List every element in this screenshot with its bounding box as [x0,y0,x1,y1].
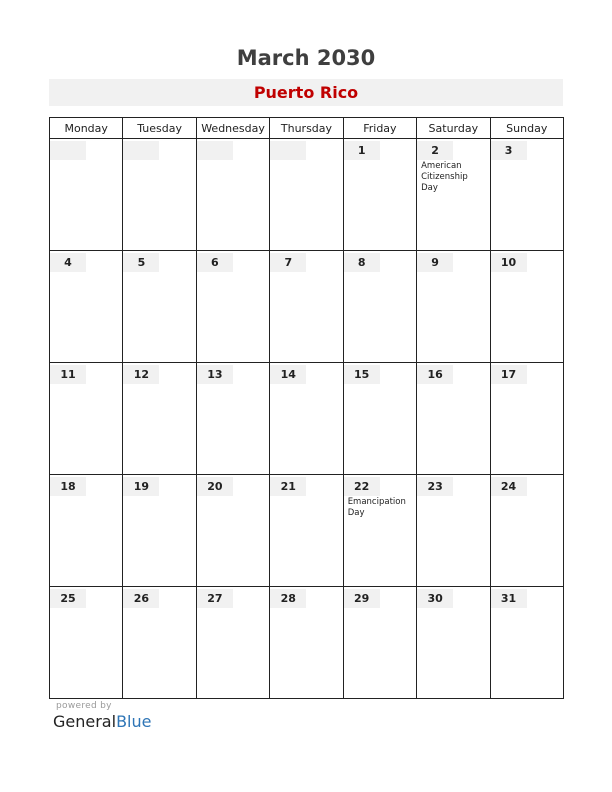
day-number: 25 [60,592,76,605]
day-number: 28 [280,592,296,605]
day-cell[interactable] [490,475,563,587]
day-number-box [123,141,159,160]
day-cell[interactable] [270,139,343,251]
day-number-box [197,477,233,496]
day-cell[interactable] [343,139,416,251]
day-cell[interactable] [50,251,123,363]
day-number: 18 [60,480,76,493]
day-number-box [344,253,380,272]
day-number: 23 [427,480,443,493]
day-number-box [197,141,233,160]
day-number-box [491,365,527,384]
day-number-box [270,141,306,160]
day-cell[interactable] [196,251,269,363]
day-cell[interactable] [123,475,196,587]
weekday-friday: Friday [343,118,416,139]
day-number: 5 [137,256,146,269]
logo-general-text: General [53,712,117,731]
calendar-grid [49,117,564,699]
week-row [50,139,564,251]
day-number: 6 [211,256,219,269]
day-number-box [344,589,380,608]
day-number: 1 [357,144,366,157]
weekday-thursday: Thursday [270,118,343,139]
day-number-box [417,253,453,272]
day-cell[interactable] [50,363,123,475]
day-number-box [123,589,159,608]
day-number: 22 [354,480,370,493]
day-cell[interactable] [196,139,269,251]
day-number: 12 [133,368,150,381]
page-title: March 2030 [236,46,376,70]
region-bar [49,79,563,106]
day-number: 10 [500,256,517,269]
day-cell[interactable] [123,251,196,363]
day-number-box [270,589,306,608]
day-cell[interactable] [490,139,563,251]
week-row [50,475,564,587]
day-number: 27 [207,592,223,605]
day-number-box [491,141,527,160]
day-number: 8 [357,256,366,269]
day-number-box [50,365,86,384]
day-cell[interactable] [270,363,343,475]
weekday-header-row [50,118,564,139]
day-number-box [417,141,453,160]
day-number-box [344,365,380,384]
day-cell[interactable] [270,251,343,363]
day-number: 11 [60,368,76,381]
day-number-box [50,141,86,160]
week-row [50,363,564,475]
day-number: 14 [280,368,296,381]
generalblue-logo[interactable] [53,712,151,731]
day-number: 26 [133,592,150,605]
day-number-box [197,253,233,272]
logo-blue-text: Blue [116,712,152,731]
day-number: 13 [207,368,223,381]
day-number-box [270,253,306,272]
day-number-box [50,477,86,496]
day-number-box [491,253,527,272]
day-number: 29 [354,592,370,605]
day-number: 19 [133,480,150,493]
day-number-box [417,589,453,608]
weekday-saturday: Saturday [417,118,490,139]
day-number-box [197,365,233,384]
day-number: 31 [500,592,517,605]
day-cell[interactable] [343,363,416,475]
day-number-box [270,365,306,384]
day-cell[interactable] [196,363,269,475]
weekday-monday: Monday [50,118,123,139]
day-cell[interactable] [123,139,196,251]
day-number-box [417,477,453,496]
day-number-box [123,477,159,496]
day-number-box [491,589,527,608]
weekday-sunday: Sunday [490,118,563,139]
day-cell[interactable] [50,139,123,251]
day-number-box [417,365,453,384]
day-cell[interactable] [50,587,123,699]
day-cell[interactable] [123,587,196,699]
day-number: 2 [431,144,439,157]
day-number: 9 [431,256,439,269]
day-number: 16 [427,368,443,381]
day-cell[interactable] [196,587,269,699]
day-cell[interactable] [417,587,490,699]
day-number-box [50,253,86,272]
day-cell[interactable] [270,475,343,587]
day-cell[interactable] [417,139,490,251]
weekday-tuesday: Tuesday [123,118,196,139]
day-number-box [123,365,159,384]
day-number-box [344,141,380,160]
day-number: 15 [354,368,370,381]
day-number: 17 [500,368,517,381]
day-cell[interactable] [123,363,196,475]
day-cell[interactable] [417,475,490,587]
holiday-label: American Citizenship Day [421,161,468,193]
day-number: 3 [504,144,513,157]
weekday-wednesday: Wednesday [196,118,269,139]
day-cell[interactable] [196,475,269,587]
day-number-box [270,477,306,496]
day-cell[interactable] [490,251,563,363]
day-number-box [50,589,86,608]
day-cell[interactable] [417,251,490,363]
day-number-box [491,477,527,496]
day-cell[interactable] [490,363,563,475]
day-cell[interactable] [417,363,490,475]
day-cell[interactable] [343,475,416,587]
day-cell[interactable] [270,587,343,699]
day-number: 30 [427,592,443,605]
week-row [50,251,564,363]
day-cell[interactable] [343,251,416,363]
day-number-box [197,589,233,608]
day-number: 21 [280,480,296,493]
day-number-box [123,253,159,272]
day-number: 7 [284,256,293,269]
day-number: 24 [500,480,517,493]
day-number-box [344,477,380,496]
day-cell[interactable] [50,475,123,587]
week-row [50,587,564,699]
powered-by-text: powered by [56,701,112,711]
day-cell[interactable] [343,587,416,699]
day-number: 20 [207,480,223,493]
day-number: 4 [64,256,72,269]
day-cell[interactable] [490,587,563,699]
holiday-label: Emancipation Day [347,497,406,518]
region-label: Puerto Rico [253,83,359,102]
